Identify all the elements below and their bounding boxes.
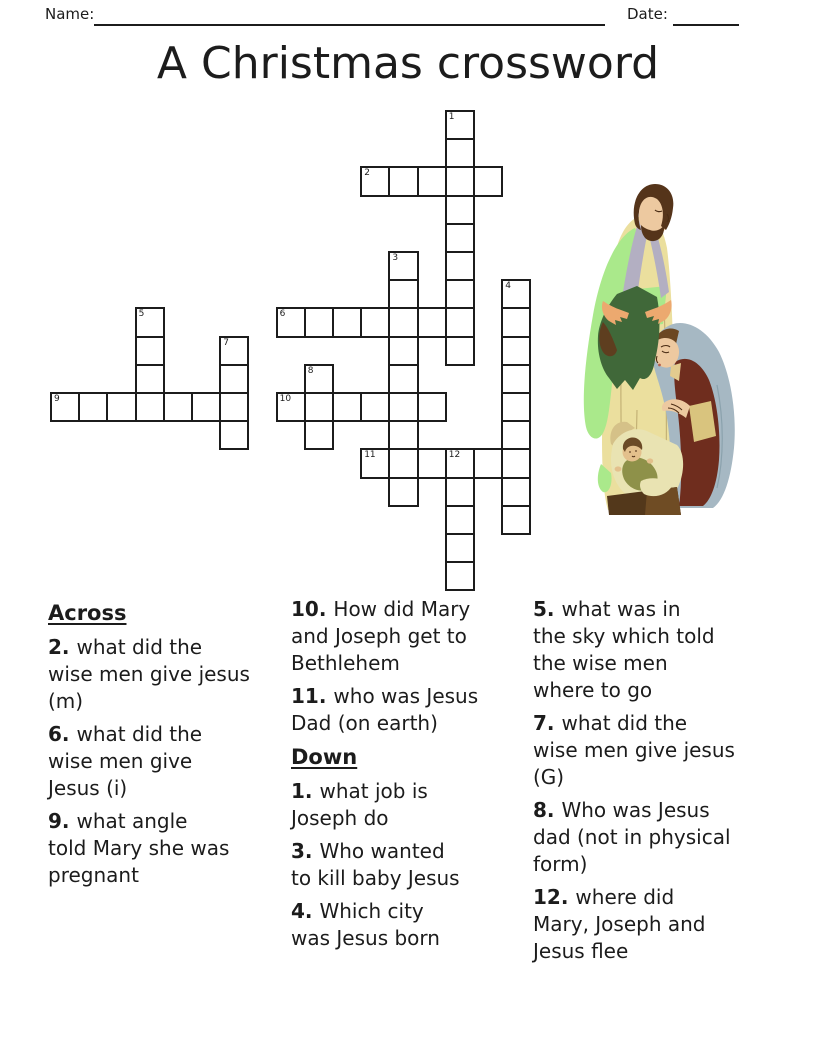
clue-7: 7. what did the wise men give jesus (G) [533,711,735,789]
clue-2: 2. what did the wise men give jesus (m) [48,635,250,713]
cell-number: 7 [223,337,229,348]
crossword-cell[interactable] [163,392,193,422]
clues-heading-across: Across [48,601,127,625]
cell-number: 2 [364,168,370,179]
cell-number: 5 [138,309,145,320]
crossword-cell[interactable] [135,336,165,366]
crossword-cell[interactable] [304,364,334,394]
crossword-cell[interactable] [501,279,531,309]
crossword-cell[interactable] [445,279,475,309]
cell-number: 4 [505,281,511,292]
crossword-cell[interactable] [445,110,475,140]
clue-10: 10. How did Mary and Joseph get to Bethlehem [291,597,471,675]
crossword-cell[interactable] [445,561,475,591]
crossword-cell[interactable] [50,392,80,422]
clue-number: 12. [533,885,576,909]
clue-5: 5. what was in the sky which told the wise men where to go [533,597,715,702]
clue-number: 3. [291,839,320,863]
crossword-grid [50,110,532,592]
crossword-cell[interactable] [501,420,531,450]
clue-number: 6. [48,722,77,746]
crossword-cell[interactable] [501,477,531,507]
crossword-cell[interactable] [445,533,475,563]
crossword-cell[interactable] [191,392,221,422]
clue-number: 7. [533,711,562,735]
crossword-cell[interactable] [388,364,418,394]
clue-9: 9. what angle told Mary she was pregnant [48,809,230,887]
crossword-cell[interactable] [388,279,418,309]
clue-number: 11. [291,684,334,708]
crossword-cell[interactable] [445,307,475,337]
name-blank-line [94,8,605,26]
crossword-cell[interactable] [388,166,418,196]
crossword-cell[interactable] [473,166,503,196]
clue-4: 4. Which city was Jesus born [291,899,440,950]
clue-column-middle [291,596,525,958]
cell-number: 9 [54,394,60,404]
crossword-cell[interactable] [501,392,531,422]
crossword-cell[interactable] [332,392,362,422]
name-label: Name: [45,5,95,23]
clue-3: 3. Who wanted to kill baby Jesus [291,839,460,890]
crossword-cell[interactable] [445,251,475,281]
crossword-cell[interactable] [417,448,447,478]
crossword-cell[interactable] [388,392,418,422]
crossword-cell[interactable] [388,477,418,507]
clues-heading-down: Down [291,745,358,769]
clue-number: 1. [291,779,320,803]
crossword-cell[interactable] [304,420,334,450]
clue-12: 12. where did Mary, Joseph and Jesus flee [533,885,706,963]
clue-number: 10. [291,597,334,621]
clue-number: 2. [48,635,77,659]
cell-number: 1 [448,112,455,122]
cell-number: 6 [279,309,286,320]
clue-column-left [48,599,296,895]
crossword-cell[interactable] [332,307,362,337]
crossword-cell[interactable] [276,392,306,422]
crossword-cell[interactable] [501,505,531,535]
crossword-cell[interactable] [445,166,475,196]
crossword-cell[interactable] [276,307,306,337]
crossword-cell[interactable] [388,307,418,337]
clue-11: 11. who was Jesus Dad (on earth) [291,684,479,735]
clue-6: 6. what did the wise men give Jesus (i) [48,722,203,800]
crossword-cell[interactable] [473,448,503,478]
crossword-cell[interactable] [360,166,390,196]
crossword-cell[interactable] [445,336,475,366]
crossword-cell[interactable] [388,448,418,478]
baby-left-hand [615,466,622,471]
clue-1: 1. what job is Joseph do [291,779,428,830]
nativity-illustration [577,180,747,515]
crossword-cell[interactable] [445,195,475,225]
clue-number: 5. [533,597,562,621]
crossword-cell[interactable] [501,336,531,366]
crossword-cell[interactable] [445,477,475,507]
crossword-cell[interactable] [445,505,475,535]
crossword-cell[interactable] [445,223,475,253]
crossword-cell[interactable] [501,364,531,394]
crossword-cell[interactable] [304,392,334,422]
crossword-cell[interactable] [219,364,249,394]
page-title: A Christmas crossword [156,38,660,89]
cell-number: 10 [279,394,292,404]
crossword-cell[interactable] [135,364,165,394]
crossword-cell[interactable] [501,448,531,478]
clue-number: 9. [48,809,77,833]
crossword-cell[interactable] [360,392,390,422]
crossword-cell[interactable] [360,448,390,478]
crossword-cell[interactable] [388,420,418,450]
cell-number: 11 [364,450,376,461]
clue-8: 8. Who was Jesus dad (not in physical form) [533,798,731,876]
clue-column-right [533,596,775,971]
crossword-cell[interactable] [501,307,531,337]
crossword-cell[interactable] [388,336,418,366]
clue-number: 8. [533,798,562,822]
crossword-cell[interactable] [388,251,418,281]
crossword-cell[interactable] [445,448,475,478]
crossword-cell[interactable] [445,138,475,168]
cell-number: 8 [307,365,314,376]
mary-lips [658,364,661,367]
baby-right-hand [647,458,653,463]
cell-number: 3 [392,253,399,263]
crossword-cell[interactable] [135,307,165,337]
date-label: Date: [627,5,668,23]
date-blank-line [673,8,739,26]
cell-number: 12 [448,450,461,461]
crossword-cell[interactable] [219,336,249,366]
crossword-cell[interactable] [417,166,447,196]
crossword-cell[interactable] [304,307,334,337]
crossword-cell[interactable] [106,392,136,422]
crossword-cell[interactable] [78,392,108,422]
crossword-cell[interactable] [135,392,165,422]
crossword-cell[interactable] [417,392,447,422]
crossword-cell[interactable] [417,307,447,337]
crossword-cell[interactable] [219,420,249,450]
clue-number: 4. [291,899,320,923]
crossword-cell[interactable] [360,307,390,337]
crossword-cell[interactable] [219,392,249,422]
